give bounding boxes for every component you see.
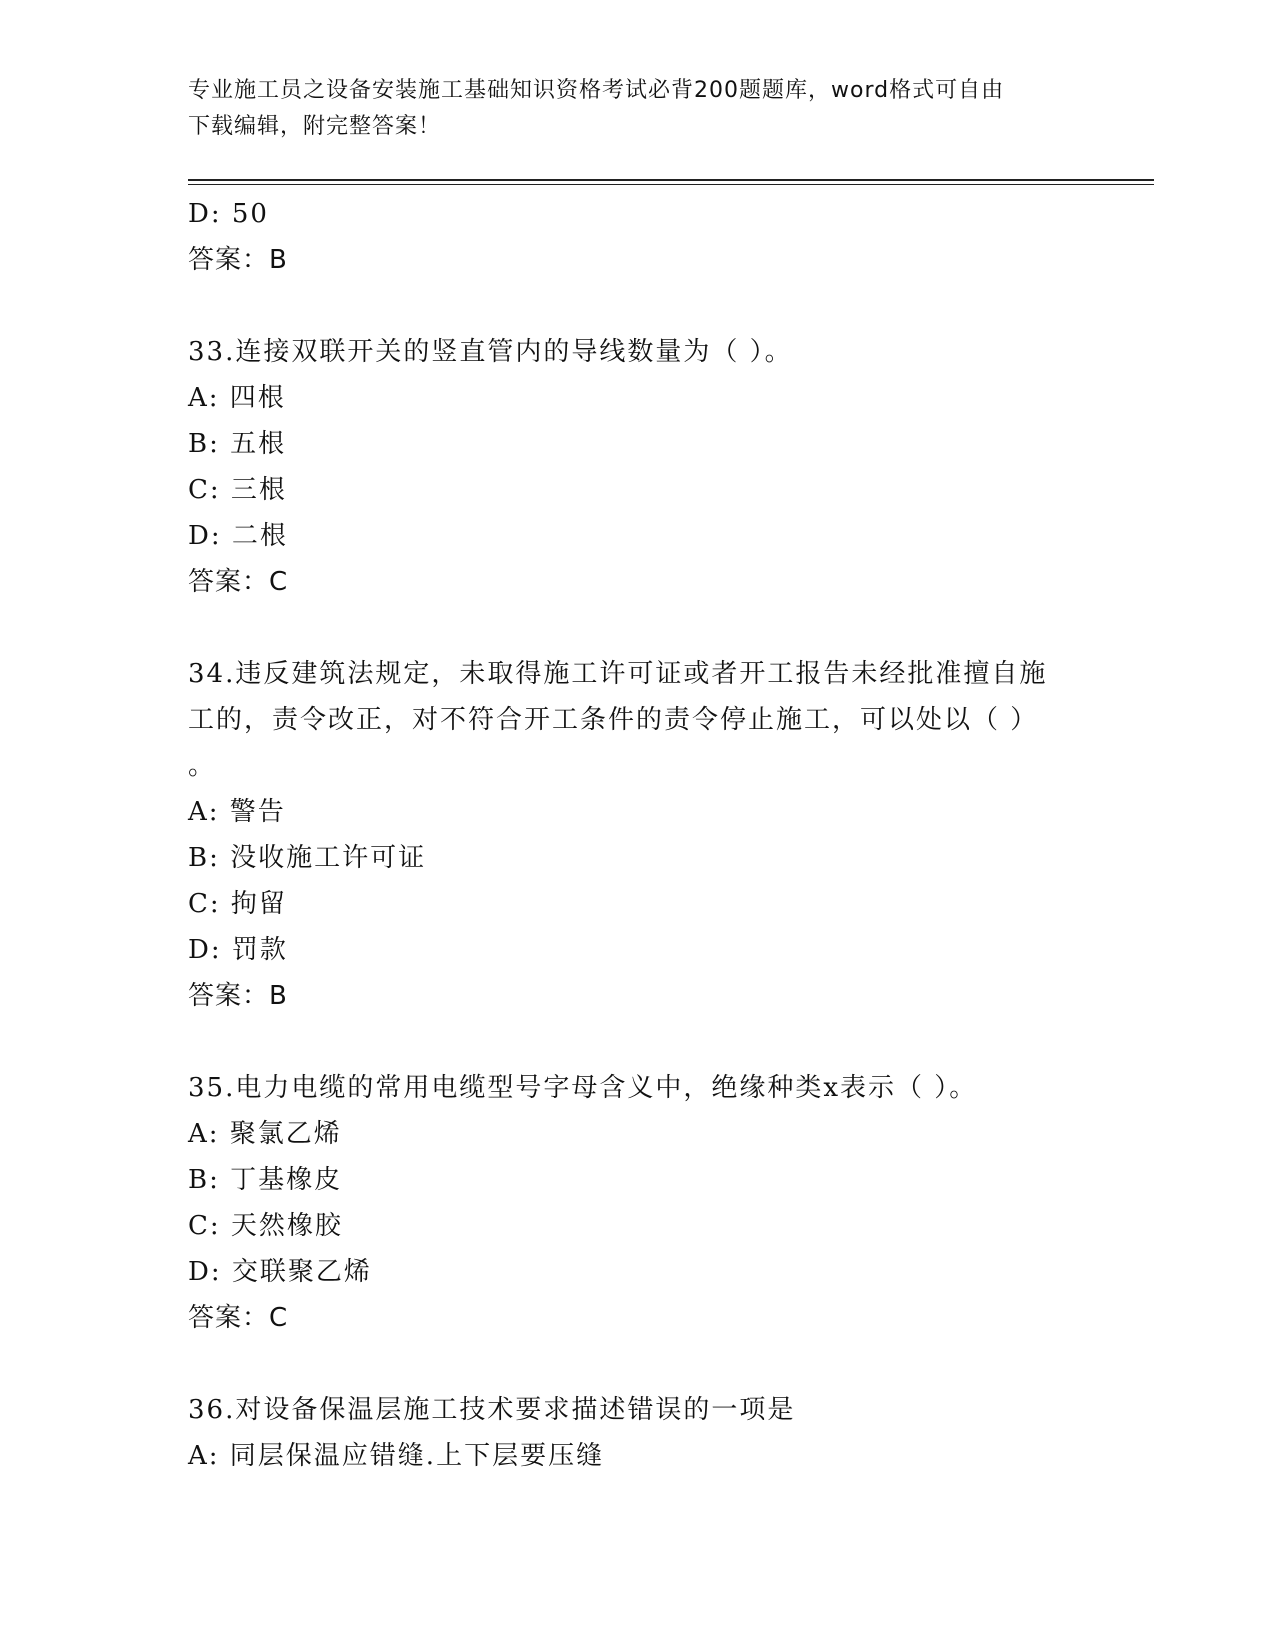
option-a: A: 警告 [188, 797, 286, 827]
question-content [188, 191, 1088, 1479]
question-stem-line-2: 工的，责令改正，对不符合开工条件的责令停止施工，可以处以（ ） [188, 705, 1039, 735]
header-line-2: 下载编辑，附完整答案！ [188, 114, 442, 139]
header-line-1: 专业施工员之设备安装施工基础知识资格考试必背200题题库，word格式可自由 [188, 78, 1005, 103]
spacer [188, 605, 1088, 651]
option-d: D: 交联聚乙烯 [188, 1257, 372, 1287]
header-rule-thick [188, 179, 1154, 181]
question-33 [188, 329, 1088, 605]
question-stem-line-1: 34.违反建筑法规定，未取得施工许可证或者开工报告未经批准擅自施 [188, 659, 1048, 689]
option-a: A: 同层保温应错缝.上下层要压缝 [188, 1441, 605, 1471]
document-header [188, 73, 1088, 145]
option-d: D: 50 [188, 199, 269, 229]
option-a: A: 四根 [188, 383, 286, 413]
option-c: C: 三根 [188, 475, 287, 505]
answer-line: 答案：C [188, 1303, 289, 1333]
option-a: A: 聚氯乙烯 [188, 1119, 342, 1149]
question-stem: 35.电力电缆的常用电缆型号字母含义中，绝缘种类x表示（ ）。 [188, 1073, 978, 1103]
question-35 [188, 1065, 1088, 1341]
spacer [188, 1019, 1088, 1065]
option-d: D: 罚款 [188, 935, 288, 965]
header-rule-thin [188, 184, 1154, 185]
answer-line: 答案：C [188, 567, 289, 597]
question-stem: 33.连接双联开关的竖直管内的导线数量为（ ）。 [188, 337, 793, 367]
spacer [188, 1341, 1088, 1387]
question-stem-line-3: 。 [188, 751, 217, 781]
answer-line: 答案：B [188, 981, 288, 1011]
option-c: C: 拘留 [188, 889, 287, 919]
question-stem: 36.对设备保温层施工技术要求描述错误的一项是 [188, 1395, 796, 1425]
option-b: B: 五根 [188, 429, 287, 459]
option-d: D: 二根 [188, 521, 288, 551]
previous-question-tail [188, 191, 1088, 283]
spacer [188, 283, 1088, 329]
question-34 [188, 651, 1088, 1019]
option-c: C: 天然橡胶 [188, 1211, 343, 1241]
answer-line: 答案：B [188, 245, 288, 275]
option-b: B: 没收施工许可证 [188, 843, 427, 873]
question-36 [188, 1387, 1088, 1479]
option-b: B: 丁基橡皮 [188, 1165, 343, 1195]
